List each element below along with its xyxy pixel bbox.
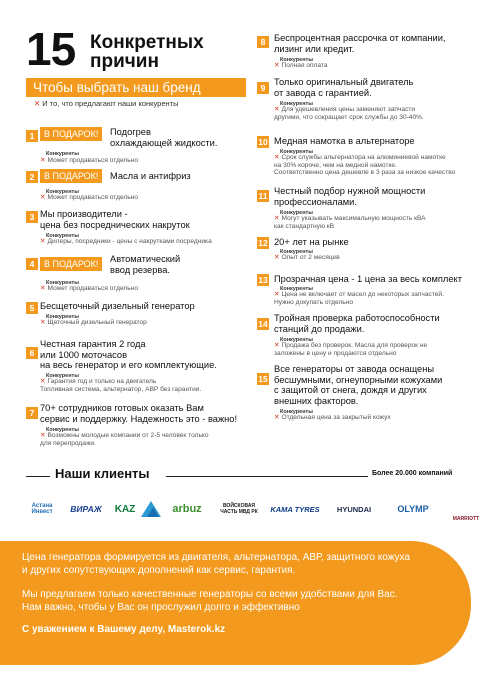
reason-item-15 (257, 364, 487, 428)
client-logo-kaz: KAZ (114, 503, 136, 515)
reason-number: 12 (258, 238, 268, 248)
client-logo-mark-icon (140, 496, 162, 522)
reason-title: Тройная проверка работоспособности станций до продажи. (274, 313, 440, 334)
reason-item-7 (26, 403, 266, 451)
reason-item-12 (257, 236, 487, 262)
reason-title: Медная намотка в альтернаторе (274, 136, 415, 146)
reason-title: Все генераторы от завода оснащены бесшумными, огнеупорными кожухами с защитой от снега, дождя и других внешних факторов. (274, 364, 443, 406)
competitors-note: ✕ Дилеры, посредники - цены с накрутками посредника (40, 238, 212, 245)
client-logo-virazh: ВИРАЖ (70, 504, 102, 514)
gift-badge: В ПОДАРОК! (40, 257, 102, 271)
reason-title: Прозрачная цена - 1 цена за весь комплект (274, 274, 462, 284)
reason-number: 13 (258, 275, 268, 285)
reason-title: Только оригинальный двигатель от завода с гарантией. (274, 77, 414, 98)
cross-icon: ✕ (274, 62, 280, 69)
footer-paragraph-1: Цена генератора формируется из двигателя, альтернатора, АВР, защитного кожуха и других сопутствующих дополнений как сервис, гарантия. (22, 552, 410, 576)
competitors-label: Конкуренты (280, 409, 313, 415)
client-logo-olymp: OLYMP (397, 504, 429, 514)
competitors-note: ✕ Может продаваться отдельно (40, 157, 138, 164)
cross-icon: ✕ (40, 319, 46, 326)
clients-count: Более 20.000 компаний (372, 470, 453, 477)
competitors-note: ✕ Срок службы альтернатора на алюминиевой намотке на 30% короче, чем на медной намотке. Соответственно цена дешевле в 3 раза за низкое качество (274, 154, 456, 177)
headline-title: Конкретных причин (90, 32, 204, 72)
cross-icon: ✕ (274, 215, 280, 222)
reason-item-14 (257, 313, 487, 361)
reason-title: Беспроцентная рассрочка от компании, лизинг или кредит. (274, 33, 446, 54)
reason-number: 5 (26, 302, 38, 314)
competitors-note: ✕ Цена не включает от масел до некоторых запчастей. Нужно докупать отдельно (274, 291, 444, 306)
reason-item-10 (257, 135, 494, 179)
competitors-note: ✕ Гарантия год и только на двигатель Топливная система, альтернатор, АВР без гарантии. (40, 378, 202, 393)
cross-icon: ✕ (274, 414, 280, 421)
reason-item-4 (26, 254, 246, 296)
cross-icon: ✕ (274, 342, 280, 349)
competitors-label: Конкуренты (280, 337, 313, 343)
competitors-note: ✕ Может продаваться отдельно (40, 285, 138, 292)
reason-title: Честная гарантия 2 года или 1000 моточасов на весь генератор и его комплектующие. (40, 339, 217, 370)
client-logo-arbuz: arbuz (172, 503, 202, 515)
reason-item-8 (257, 33, 487, 73)
reason-number: 2 (26, 171, 38, 183)
competitors-label: Конкуренты (46, 233, 79, 239)
reason-number: 1 (26, 130, 38, 142)
cross-icon: ✕ (274, 106, 280, 113)
headline-number: 15 (26, 23, 76, 75)
divider (166, 476, 368, 477)
headline-subline: ✕ И то, что предлагают наши конкуренты (34, 99, 179, 108)
competitors-label: Конкуренты (46, 314, 79, 320)
reason-title: Бесщеточный дизельный генератор (40, 301, 195, 311)
competitors-note: ✕ Могут указывать максимальную мощность кВА как стандартную кВ (274, 215, 426, 230)
footer-signature: С уважением к Вашему делу, Masterok.kz (22, 624, 226, 635)
cross-icon: ✕ (40, 157, 46, 164)
reason-item-11 (257, 186, 487, 232)
reason-title: Честный подбор нужной мощности профессионалами. (274, 186, 426, 207)
reason-number: 9 (257, 82, 269, 94)
competitors-label: Конкуренты (46, 427, 79, 433)
client-logo-marriott: MARRIOTT (452, 516, 480, 522)
reason-item-5 (26, 300, 246, 332)
reason-item-6 (26, 339, 256, 399)
client-logo-kama-tyres: KAMA TYRES (270, 504, 320, 514)
reason-title: Автоматический ввод резерва. (110, 254, 181, 275)
headline-banner: Чтобы выбрать наш бренд (26, 78, 246, 97)
competitors-label: Конкуренты (280, 101, 313, 107)
competitors-label: Конкуренты (46, 151, 79, 157)
reason-number: 6 (26, 347, 38, 359)
competitors-note: ✕ Отдельная цена за закрытый кожух (274, 414, 391, 421)
reason-number: 3 (26, 211, 38, 223)
competitors-label: Конкуренты (46, 280, 79, 286)
cross-icon: ✕ (34, 99, 41, 108)
competitors-label: Конкуренты (46, 373, 79, 379)
reason-item-9 (257, 77, 492, 127)
reason-item-3 (26, 209, 256, 249)
reason-title: Масла и антифриз (110, 171, 191, 181)
cross-icon: ✕ (40, 238, 46, 245)
reason-item-13 (257, 272, 487, 312)
competitors-note: ✕ Полная оплата (274, 62, 328, 69)
reason-title: Подогрев охлаждающей жидкости. (110, 127, 218, 148)
reason-number: 15 (258, 374, 268, 384)
reason-item-2 (26, 169, 246, 203)
gift-badge: В ПОДАРОК! (40, 169, 102, 183)
gift-badge: В ПОДАРОК! (40, 127, 102, 141)
reason-number: 10 (258, 137, 268, 147)
client-logo-hyundai: HYUNDAI (336, 504, 372, 514)
competitors-label: Конкуренты (280, 57, 313, 63)
cross-icon: ✕ (40, 194, 46, 201)
competitors-note: ✕ Возможны молодые компании от 2-5 человек только для перепродажи. (40, 432, 209, 447)
reason-number: 14 (258, 319, 268, 329)
cross-icon: ✕ (274, 254, 280, 261)
client-logo-astana: Астана Инвест (31, 502, 53, 515)
divider (26, 476, 50, 477)
competitors-note: ✕ Для удешевления цены заменяют запчасти другими, что сокращает срок службы до 30-40%. (274, 106, 424, 121)
reason-number: 8 (257, 36, 269, 48)
competitors-label: Конкуренты (280, 286, 313, 292)
competitors-label: Конкуренты (280, 249, 313, 255)
reason-title: 70+ сотрудников готовых оказать Вам сервис и поддержку. Надежность это - важно! (40, 403, 238, 424)
reason-number: 4 (26, 258, 38, 270)
cross-icon: ✕ (274, 291, 280, 298)
competitors-note: ✕ Опыт от 2 месяцев (274, 254, 340, 261)
competitors-label: Конкуренты (280, 210, 313, 216)
clients-title: Наши клиенты (55, 466, 150, 481)
competitors-note: ✕ Щеточный дизельный генератор (40, 319, 147, 326)
competitors-note: ✕ Может продаваться отдельно (40, 194, 138, 201)
reason-number: 11 (258, 191, 268, 201)
competitors-label: Конкуренты (46, 189, 79, 195)
client-logo-mvd: ВОЙСКОВАЯ ЧАСТЬ МВД РК (220, 503, 258, 515)
reason-title: 20+ лет на рынке (274, 237, 349, 247)
cross-icon: ✕ (40, 378, 46, 385)
footer-paragraph-2: Мы предлагаем только качественные генераторы со всеми удобствами для Вас. Нам важно, чтобы у Вас он прослужил долго и эффективно (22, 589, 398, 613)
cross-icon: ✕ (274, 154, 280, 161)
reason-item-1 (26, 127, 246, 167)
cross-icon: ✕ (40, 285, 46, 292)
reason-number: 7 (26, 407, 38, 419)
competitors-note: ✕ Продажа без проверок. Масла для проверок не заложены в цену и продаются отдельно (274, 342, 428, 357)
competitors-label: Конкуренты (280, 149, 313, 155)
reason-title: Мы производители - цена без посреднических накруток (40, 209, 190, 230)
cross-icon: ✕ (40, 432, 46, 439)
